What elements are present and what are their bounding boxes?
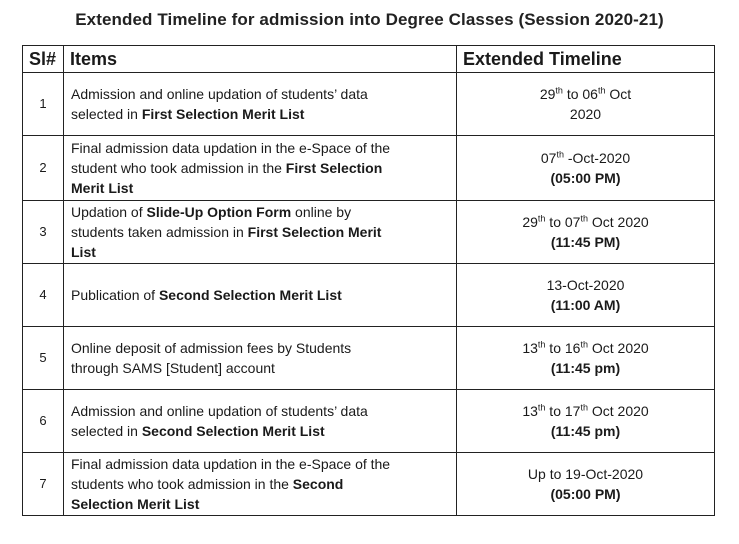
extended-timeline: [457, 453, 715, 516]
text-run: through SAMS [Student] account: [71, 360, 275, 376]
bold-text: (11:00 AM): [550, 297, 621, 313]
serial-number: 1: [23, 73, 64, 136]
item-description: [64, 327, 457, 390]
bold-text: (05:00 PM): [550, 486, 621, 502]
item-description: [64, 390, 457, 453]
ordinal-suffix: th: [580, 339, 588, 350]
bold-text: Merit List: [71, 180, 134, 196]
timeline-table: [22, 45, 715, 516]
text-run: 13: [522, 340, 538, 356]
bold-text: (05:00 PM): [550, 170, 621, 186]
bold-text: List: [71, 244, 96, 260]
ordinal-suffix: th: [537, 339, 546, 350]
text-run: Online deposit of admission fees by Students: [71, 340, 352, 356]
text-run: Oct 2020: [587, 403, 649, 419]
item-description: [64, 136, 457, 201]
item-description: [64, 201, 457, 264]
text-run: Final admission data updation in the e-Space of the: [71, 456, 391, 472]
extended-timeline: [457, 390, 715, 453]
column-header-timeline: Extended Timeline: [457, 46, 715, 73]
bold-text: (11:45 PM): [550, 234, 621, 250]
text-run: Oct 2020: [587, 214, 649, 230]
column-header-items: Items: [64, 46, 457, 73]
extended-timeline: [457, 264, 715, 327]
column-header-sl: Sl#: [23, 46, 64, 73]
text-run: selected in: [71, 106, 142, 122]
text-run: 07: [540, 150, 557, 166]
text-run: -Oct-2020: [563, 150, 631, 166]
bold-text: First Selection: [285, 160, 383, 176]
text-run: students taken admission in: [71, 224, 248, 240]
table-row: [23, 390, 715, 453]
text-run: Up to 19-Oct-2020: [527, 466, 644, 482]
extended-timeline: [457, 136, 715, 201]
table-row: [23, 136, 715, 201]
bold-text: Second Selection Merit List: [141, 423, 325, 439]
serial-number: 4: [23, 264, 64, 327]
bold-text: (11:45 pm): [550, 360, 621, 376]
text-run: 2020: [569, 106, 602, 122]
extended-timeline: [457, 201, 715, 264]
serial-number: 3: [23, 201, 64, 264]
bold-text: (11:45 pm): [550, 423, 621, 439]
text-run: 13: [522, 403, 538, 419]
text-run: students who took admission in the: [71, 476, 293, 492]
text-run: Oct: [605, 86, 632, 102]
table-row: [23, 201, 715, 264]
table-row: [23, 73, 715, 136]
text-run: Publication of: [71, 287, 159, 303]
text-run: to 07: [545, 214, 581, 230]
text-run: Updation of: [71, 204, 147, 220]
extended-timeline: [457, 73, 715, 136]
bold-text: Selection Merit List: [71, 496, 200, 512]
serial-number: 6: [23, 390, 64, 453]
serial-number: 5: [23, 327, 64, 390]
bold-text: First Selection Merit: [247, 224, 382, 240]
text-run: to 17: [545, 403, 581, 419]
extended-timeline: [457, 327, 715, 390]
ordinal-suffix: th: [555, 85, 563, 96]
text-run: Admission and online updation of students’ data: [71, 403, 368, 419]
text-run: 29: [522, 214, 538, 230]
table-row: [23, 264, 715, 327]
item-description: [64, 73, 457, 136]
table-row: [23, 453, 715, 516]
ordinal-suffix: th: [580, 402, 588, 413]
ordinal-suffix: th: [556, 149, 564, 160]
bold-text: First Selection Merit List: [141, 106, 305, 122]
table-row: [23, 327, 715, 390]
text-run: 13-Oct-2020: [546, 277, 625, 293]
ordinal-suffix: th: [537, 402, 546, 413]
bold-text: Slide-Up Option Form: [146, 204, 292, 220]
text-run: Admission and online updation of students’ data: [71, 86, 368, 102]
bold-text: Second Selection Merit List: [158, 287, 342, 303]
document-title: Extended Timeline for admission into Degree Classes (Session 2020-21): [75, 10, 664, 29]
text-run: student who took admission in the: [71, 160, 286, 176]
text-run: Final admission data updation in the e-Space of the: [71, 140, 391, 156]
text-run: to 06: [562, 86, 598, 102]
serial-number: 7: [23, 453, 64, 516]
item-description: [64, 264, 457, 327]
ordinal-suffix: th: [597, 85, 606, 96]
text-run: selected in: [71, 423, 142, 439]
bold-text: Second: [292, 476, 344, 492]
text-run: Oct 2020: [587, 340, 649, 356]
text-run: to 16: [545, 340, 581, 356]
ordinal-suffix: th: [537, 213, 546, 224]
text-run: online by: [291, 204, 352, 220]
table-header-row: [23, 46, 715, 73]
text-run: 29: [539, 86, 556, 102]
item-description: [64, 453, 457, 516]
ordinal-suffix: th: [580, 213, 588, 224]
serial-number: 2: [23, 136, 64, 201]
